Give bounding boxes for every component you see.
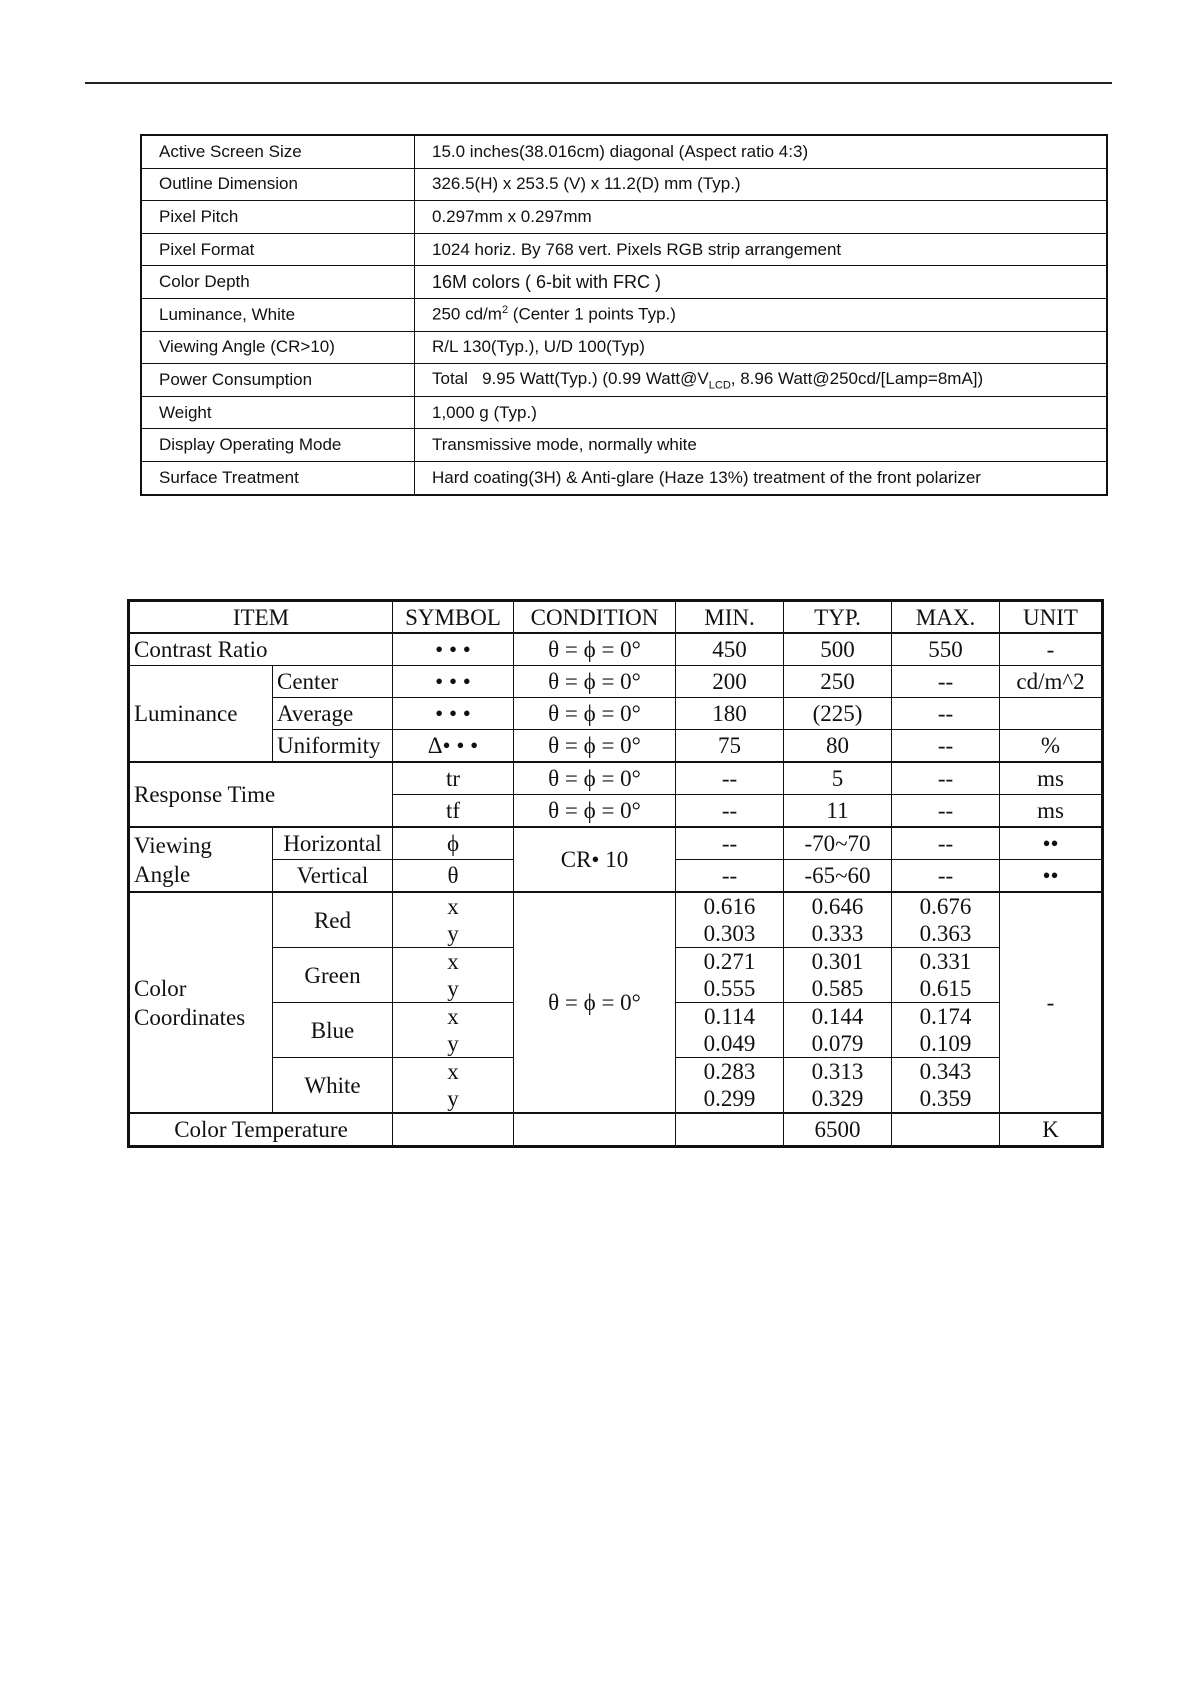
spec-value: R/L 130(Typ.), U/D 100(Typ) bbox=[415, 331, 1108, 364]
luminance-center-symbol: • • • bbox=[393, 666, 514, 698]
color-temperature-symbol bbox=[393, 1113, 514, 1147]
spec-row bbox=[141, 396, 1107, 429]
viewing-horizontal-label: Horizontal bbox=[273, 827, 393, 860]
color-temperature-typ: 6500 bbox=[784, 1113, 892, 1147]
spec-row bbox=[141, 298, 1107, 331]
color-temperature-unit: K bbox=[1000, 1113, 1103, 1147]
luminance-uniformity-label: Uniformity bbox=[273, 730, 393, 763]
color-blue-x-min: 0.114 bbox=[676, 1003, 784, 1031]
response-tf-min: -- bbox=[676, 795, 784, 828]
condition-cell: θ = ϕ = 0° bbox=[514, 698, 676, 730]
color-condition: θ = ϕ = 0° bbox=[514, 892, 676, 1113]
color-blue-label: Blue bbox=[273, 1003, 393, 1058]
header-max: MAX. bbox=[892, 601, 1000, 634]
viewing-condition: CR• 10 bbox=[514, 827, 676, 892]
viewing-vertical-min: -- bbox=[676, 860, 784, 893]
color-label-line1: Color bbox=[134, 975, 187, 1001]
optical-characteristics-table bbox=[127, 599, 1104, 1148]
spec-row bbox=[141, 364, 1107, 397]
color-x-symbol: x bbox=[393, 948, 514, 976]
spec-value-part: , 8.96 Watt@250cd/[Lamp=8mA]) bbox=[730, 368, 984, 388]
color-blue-x-max: 0.174 bbox=[892, 1003, 1000, 1031]
contrast-max: 550 bbox=[892, 633, 1000, 666]
spec-row bbox=[141, 168, 1107, 201]
color-blue-x-typ: 0.144 bbox=[784, 1003, 892, 1031]
luminance-average-label: Average bbox=[273, 698, 393, 730]
color-label-line2: Coordinates bbox=[134, 1004, 246, 1030]
spec-label: Display Operating Mode bbox=[141, 429, 415, 462]
spec-value: 15.0 inches(38.016cm) diagonal (Aspect ratio 4:3) bbox=[415, 135, 1108, 168]
color-green-y-min: 0.555 bbox=[676, 975, 784, 1003]
color-white-x-min: 0.283 bbox=[676, 1058, 784, 1086]
spec-label: Viewing Angle (CR>10) bbox=[141, 331, 415, 364]
header-row bbox=[129, 601, 1103, 634]
color-red-y-max: 0.363 bbox=[892, 920, 1000, 948]
color-green-y-typ: 0.585 bbox=[784, 975, 892, 1003]
response-tr-typ: 5 bbox=[784, 762, 892, 795]
color-temperature-label: Color Temperature bbox=[129, 1113, 393, 1147]
contrast-unit: - bbox=[1000, 633, 1103, 666]
spec-label: Pixel Format bbox=[141, 233, 415, 266]
viewing-vertical-max: -- bbox=[892, 860, 1000, 893]
response-tr-unit: ms bbox=[1000, 762, 1103, 795]
color-temperature-condition bbox=[514, 1113, 676, 1147]
color-red-label: Red bbox=[273, 892, 393, 948]
response-tr-max: -- bbox=[892, 762, 1000, 795]
spec-value: Transmissive mode, normally white bbox=[415, 429, 1108, 462]
luminance-average-unit bbox=[1000, 698, 1103, 730]
spec-label: Color Depth bbox=[141, 266, 415, 299]
color-blue-y-typ: 0.079 bbox=[784, 1030, 892, 1058]
luminance-uniformity-unit: % bbox=[1000, 730, 1103, 763]
viewing-horizontal-max: -- bbox=[892, 827, 1000, 860]
spec-label: Active Screen Size bbox=[141, 135, 415, 168]
header-typ: TYP. bbox=[784, 601, 892, 634]
color-green-x-typ: 0.301 bbox=[784, 948, 892, 976]
color-green-x-min: 0.271 bbox=[676, 948, 784, 976]
spec-value: 1024 horiz. By 768 vert. Pixels RGB strip arrangement bbox=[415, 233, 1108, 266]
luminance-average-typ: (225) bbox=[784, 698, 892, 730]
spec-value-part: 250 cd/m bbox=[432, 305, 502, 325]
viewing-label-line2: Angle bbox=[134, 861, 191, 887]
color-y-symbol: y bbox=[393, 920, 514, 948]
spec-value: Hard coating(3H) & Anti-glare (Haze 13%) treatment of the front polarizer bbox=[415, 461, 1108, 494]
spec-label: Surface Treatment bbox=[141, 461, 415, 494]
spec-value: 1,000 g (Typ.) bbox=[415, 396, 1108, 429]
color-white-y-max: 0.359 bbox=[892, 1085, 1000, 1113]
response-tr-min: -- bbox=[676, 762, 784, 795]
condition-cell: θ = ϕ = 0° bbox=[514, 633, 676, 666]
color-x-symbol: x bbox=[393, 1058, 514, 1086]
header-item: ITEM bbox=[129, 601, 393, 634]
viewing-vertical-unit: •• bbox=[1000, 860, 1103, 893]
luminance-center-row bbox=[129, 666, 1103, 698]
color-green-y-max: 0.615 bbox=[892, 975, 1000, 1003]
luminance-label: Luminance bbox=[129, 666, 273, 763]
viewing-vertical-symbol: θ bbox=[393, 860, 514, 893]
condition-cell: θ = ϕ = 0° bbox=[514, 730, 676, 763]
spec-row bbox=[141, 429, 1107, 462]
luminance-center-max: -- bbox=[892, 666, 1000, 698]
viewing-horizontal-unit: •• bbox=[1000, 827, 1103, 860]
spec-value-sup: 2 bbox=[501, 304, 509, 317]
spec-value: 326.5(H) x 253.5 (V) x 11.2(D) mm (Typ.) bbox=[415, 168, 1108, 201]
response-tf-typ: 11 bbox=[784, 795, 892, 828]
viewing-horizontal-symbol: ϕ bbox=[393, 827, 514, 860]
luminance-average-row bbox=[129, 698, 1103, 730]
luminance-uniformity-min: 75 bbox=[676, 730, 784, 763]
color-green-x-max: 0.331 bbox=[892, 948, 1000, 976]
luminance-average-min: 180 bbox=[676, 698, 784, 730]
header-symbol: SYMBOL bbox=[393, 601, 514, 634]
luminance-uniformity-row bbox=[129, 730, 1103, 763]
spec-value-part: Total 9.95 Watt(Typ.) (0.99 Watt@V bbox=[432, 368, 709, 388]
contrast-min: 450 bbox=[676, 633, 784, 666]
spec-value: 16M colors ( 6-bit with FRC ) bbox=[415, 266, 1108, 299]
spec-label: Weight bbox=[141, 396, 415, 429]
header-rule bbox=[85, 82, 1112, 84]
condition-cell: θ = ϕ = 0° bbox=[514, 762, 676, 795]
viewing-label-line1: Viewing bbox=[134, 832, 212, 858]
luminance-uniformity-typ: 80 bbox=[784, 730, 892, 763]
response-tr-row bbox=[129, 762, 1103, 795]
spec-value-part: (Center 1 points Typ.) bbox=[508, 305, 676, 325]
spec-value bbox=[415, 298, 1108, 331]
color-temperature-row bbox=[129, 1113, 1103, 1147]
luminance-center-unit: cd/m^2 bbox=[1000, 666, 1103, 698]
response-tf-unit: ms bbox=[1000, 795, 1103, 828]
header-unit: UNIT bbox=[1000, 601, 1103, 634]
color-y-symbol: y bbox=[393, 1085, 514, 1113]
contrast-typ: 500 bbox=[784, 633, 892, 666]
color-blue-y-max: 0.109 bbox=[892, 1030, 1000, 1058]
spec-value: 0.297mm x 0.297mm bbox=[415, 201, 1108, 234]
spec-row bbox=[141, 201, 1107, 234]
response-tf-max: -- bbox=[892, 795, 1000, 828]
color-white-x-max: 0.343 bbox=[892, 1058, 1000, 1086]
spec-row bbox=[141, 266, 1107, 299]
condition-cell: θ = ϕ = 0° bbox=[514, 666, 676, 698]
color-red-y-typ: 0.333 bbox=[784, 920, 892, 948]
color-coordinates-label bbox=[129, 892, 273, 1113]
spec-row bbox=[141, 233, 1107, 266]
color-y-symbol: y bbox=[393, 1030, 514, 1058]
color-x-symbol: x bbox=[393, 1003, 514, 1031]
luminance-average-symbol: • • • bbox=[393, 698, 514, 730]
viewing-label bbox=[129, 827, 273, 892]
spec-row bbox=[141, 461, 1107, 494]
color-red-x-max: 0.676 bbox=[892, 892, 1000, 920]
luminance-center-min: 200 bbox=[676, 666, 784, 698]
viewing-vertical-label: Vertical bbox=[273, 860, 393, 893]
color-blue-y-min: 0.049 bbox=[676, 1030, 784, 1058]
spec-value-sub: LCD bbox=[708, 379, 731, 392]
luminance-uniformity-symbol: Δ• • • bbox=[393, 730, 514, 763]
color-white-y-min: 0.299 bbox=[676, 1085, 784, 1113]
viewing-horizontal-min: -- bbox=[676, 827, 784, 860]
condition-cell: θ = ϕ = 0° bbox=[514, 795, 676, 828]
header-min: MIN. bbox=[676, 601, 784, 634]
color-red-x-min: 0.616 bbox=[676, 892, 784, 920]
spec-label: Luminance, White bbox=[141, 298, 415, 331]
color-unit: - bbox=[1000, 892, 1103, 1113]
viewing-vertical-typ: -65~60 bbox=[784, 860, 892, 893]
luminance-center-label: Center bbox=[273, 666, 393, 698]
color-y-symbol: y bbox=[393, 975, 514, 1003]
color-red-x-row bbox=[129, 892, 1103, 920]
luminance-center-typ: 250 bbox=[784, 666, 892, 698]
color-temperature-max bbox=[892, 1113, 1000, 1147]
viewing-horizontal-typ: -70~70 bbox=[784, 827, 892, 860]
color-temperature-min bbox=[676, 1113, 784, 1147]
color-white-x-typ: 0.313 bbox=[784, 1058, 892, 1086]
color-white-y-typ: 0.329 bbox=[784, 1085, 892, 1113]
color-red-y-min: 0.303 bbox=[676, 920, 784, 948]
viewing-horizontal-row bbox=[129, 827, 1103, 860]
response-tf-symbol: tf bbox=[393, 795, 514, 828]
spec-row bbox=[141, 331, 1107, 364]
color-green-label: Green bbox=[273, 948, 393, 1003]
spec-value bbox=[415, 364, 1108, 397]
contrast-symbol: • • • bbox=[393, 633, 514, 666]
color-red-x-typ: 0.646 bbox=[784, 892, 892, 920]
spec-label: Power Consumption bbox=[141, 364, 415, 397]
spec-label: Outline Dimension bbox=[141, 168, 415, 201]
spec-row bbox=[141, 135, 1107, 168]
spec-label: Pixel Pitch bbox=[141, 201, 415, 234]
response-label: Response Time bbox=[129, 762, 393, 827]
color-white-label: White bbox=[273, 1058, 393, 1114]
response-tr-symbol: tr bbox=[393, 762, 514, 795]
contrast-row bbox=[129, 633, 1103, 666]
luminance-average-max: -- bbox=[892, 698, 1000, 730]
color-x-symbol: x bbox=[393, 892, 514, 920]
luminance-uniformity-max: -- bbox=[892, 730, 1000, 763]
contrast-label: Contrast Ratio bbox=[129, 633, 393, 666]
header-condition: CONDITION bbox=[514, 601, 676, 634]
general-spec-table bbox=[140, 134, 1108, 496]
